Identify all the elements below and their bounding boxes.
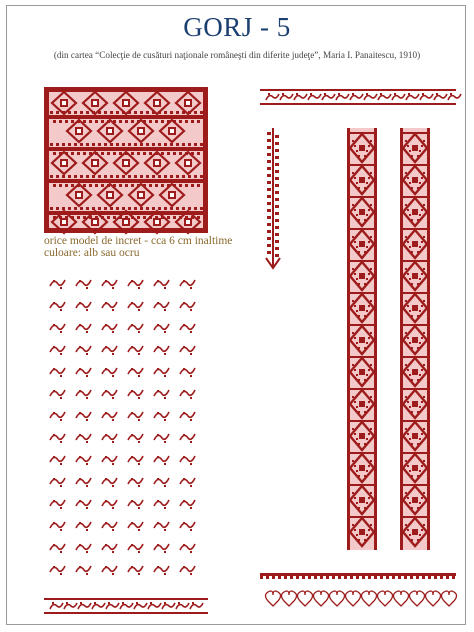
scattered-motif-icon (76, 478, 91, 487)
scattered-motif-icon (128, 302, 143, 311)
scattered-motif-icon (76, 390, 91, 399)
scattered-motif-icon (50, 368, 65, 377)
top-border-band (260, 89, 461, 105)
scattered-motif-icon (76, 324, 91, 333)
scattered-motif-icon (180, 478, 195, 487)
scattered-motif-icon (180, 280, 195, 289)
scattered-motif-icon (76, 566, 91, 575)
scattered-motif-icon (76, 456, 91, 465)
scattered-motif-icon (50, 566, 65, 575)
note-height: orice model de incret - cca 6 cm inaltime (44, 235, 233, 247)
scattered-motif-icon (128, 566, 143, 575)
bottom-border-band (44, 598, 208, 614)
pattern-block (44, 87, 208, 233)
scattered-motif-icon (154, 412, 169, 421)
scattered-motif-icon (102, 522, 117, 531)
scattered-motif-icon (50, 280, 65, 289)
scattered-motif-icon (180, 324, 195, 333)
column-lattice-right (400, 128, 430, 550)
scattered-motif-icon (50, 390, 65, 399)
scattered-motif-icon (180, 566, 195, 575)
scattered-motif-icon (50, 346, 65, 355)
scattered-motif-icon (102, 302, 117, 311)
scattered-motif-icon (154, 280, 169, 289)
scattered-motif-icon (154, 324, 169, 333)
scattered-motif-icon (102, 434, 117, 443)
scattered-motif-icon (180, 456, 195, 465)
scattered-motif-icon (154, 566, 169, 575)
scattered-motif-icon (50, 522, 65, 531)
scattered-motif-icon (50, 324, 65, 333)
scattered-motif-icon (180, 412, 195, 421)
scattered-motif-icon (180, 434, 195, 443)
scattered-motif-icon (180, 544, 195, 553)
scattered-motif-icon (50, 412, 65, 421)
scattered-motif-icon (154, 544, 169, 553)
scattered-motif-icon (128, 456, 143, 465)
scattered-motif-icon (76, 302, 91, 311)
note-color: culoare: alb sau ocru (44, 247, 140, 259)
scattered-motif-icon (154, 522, 169, 531)
column-lattice-left (347, 128, 377, 550)
scattered-motif-icon (128, 412, 143, 421)
page-title: GORJ - 5 (183, 12, 291, 42)
scattered-motif-icon (128, 368, 143, 377)
scattered-motif-icon (154, 500, 169, 509)
scattered-motif-icon (180, 368, 195, 377)
scattered-motif-icon (50, 434, 65, 443)
scattered-motif-icon (76, 412, 91, 421)
scattered-motif-icon (128, 390, 143, 399)
scattered-motif-icon (102, 456, 117, 465)
heart-row-band (260, 573, 457, 606)
scattered-motif-icon (128, 324, 143, 333)
scattered-motif-icon (50, 544, 65, 553)
scattered-motif-icon (128, 346, 143, 355)
scattered-motif-icon (102, 478, 117, 487)
scattered-motif-icon (154, 346, 169, 355)
scattered-motif-icon (128, 280, 143, 289)
scattered-motif-icon (102, 368, 117, 377)
scattered-motif-icon (76, 280, 91, 289)
scattered-motif-icon (102, 280, 117, 289)
scattered-motif-icon (180, 500, 195, 509)
scattered-motif-icon (102, 566, 117, 575)
scattered-motif-icon (50, 302, 65, 311)
scattered-motif-icon (180, 390, 195, 399)
scattered-motif-icon (102, 412, 117, 421)
scattered-motif-icon (154, 434, 169, 443)
scattered-motif-icon (102, 544, 117, 553)
scattered-motif-icon (102, 390, 117, 399)
scattered-motif-icon (154, 368, 169, 377)
page-subtitle: (din cartea “Colecţie de cusături naţionale româneşti din diferite judeţe”, Maria I. Panaitescu, 1910) (53, 50, 421, 60)
scattered-motif-icon (128, 434, 143, 443)
scattered-motif-icon (180, 346, 195, 355)
scattered-motif-icon (50, 456, 65, 465)
scattered-motif-icon (102, 346, 117, 355)
scattered-motif-icon (180, 302, 195, 311)
scattered-motif-icon (76, 500, 91, 509)
scattered-motif-grid (50, 280, 195, 575)
scattered-motif-icon (50, 478, 65, 487)
scattered-motif-icon (128, 478, 143, 487)
scattered-motif-icon (128, 500, 143, 509)
scattered-motif-icon (102, 500, 117, 509)
scattered-motif-icon (154, 390, 169, 399)
scattered-motif-icon (154, 302, 169, 311)
scattered-motif-icon (128, 522, 143, 531)
scattered-motif-icon (102, 324, 117, 333)
scattered-motif-icon (154, 478, 169, 487)
scattered-motif-icon (180, 522, 195, 531)
scattered-motif-icon (76, 544, 91, 553)
scattered-motif-icon (50, 500, 65, 509)
scattered-motif-icon (76, 522, 91, 531)
scattered-motif-icon (154, 456, 169, 465)
scattered-motif-icon (128, 544, 143, 553)
scattered-motif-icon (76, 346, 91, 355)
scattered-motif-icon (76, 434, 91, 443)
scattered-motif-icon (76, 368, 91, 377)
